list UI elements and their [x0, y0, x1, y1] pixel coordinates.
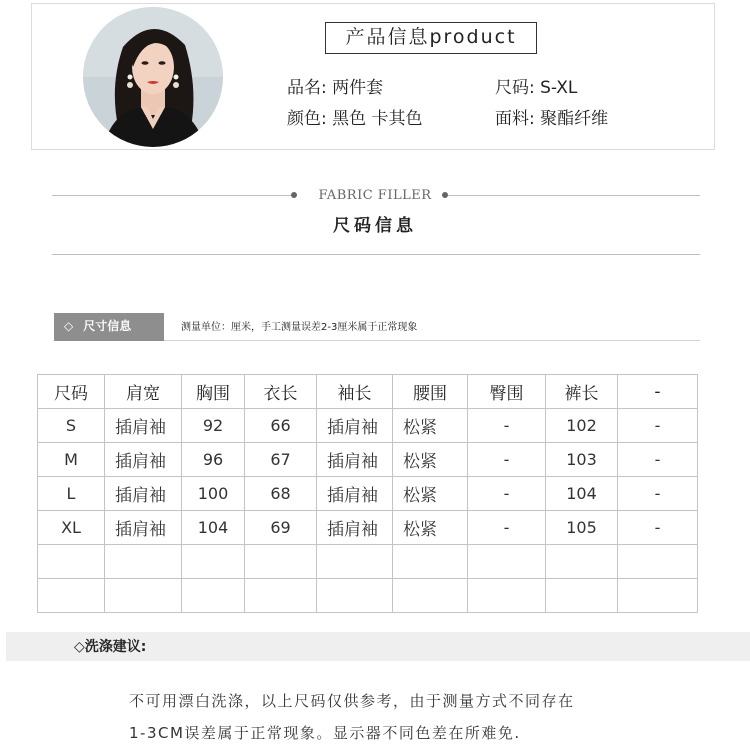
- table-cell: [245, 579, 317, 613]
- product-color-value: 黑色 卡其色: [332, 109, 423, 129]
- table-cell: [546, 579, 618, 613]
- table-cell: 104: [182, 511, 245, 545]
- table-cell: [38, 579, 105, 613]
- table-cell: S: [38, 409, 105, 443]
- header-divider-right: [448, 195, 700, 196]
- table-cell: 100: [182, 477, 245, 511]
- table-cell: 67: [245, 443, 317, 477]
- table-cell: 104: [546, 477, 618, 511]
- table-cell: 插肩袖: [105, 477, 182, 511]
- table-cell: [182, 545, 245, 579]
- table-cell: 插肩袖: [317, 477, 393, 511]
- table-cell: [105, 579, 182, 613]
- table-cell: 松紧: [393, 477, 468, 511]
- product-info-title: 产品信息product: [325, 22, 537, 54]
- table-row: [38, 579, 698, 613]
- table-cell: 103: [546, 443, 618, 477]
- table-cell: 插肩袖: [105, 409, 182, 443]
- diamond-icon: ◇: [64, 319, 74, 333]
- table-cell: 92: [182, 409, 245, 443]
- table-row: [38, 511, 698, 545]
- washing-advice-line-2: 1-3CM误差属于正常现象。显示器不同色差在所难免.: [129, 724, 521, 742]
- header-dot-left: [291, 192, 297, 198]
- header-divider-left: [52, 195, 292, 196]
- table-header-cell: 裤长: [546, 375, 618, 409]
- table-header-cell: 尺码: [38, 375, 105, 409]
- table-cell: -: [618, 409, 698, 443]
- size-info-tag: [54, 313, 164, 341]
- washing-advice-line-1: 不可用漂白洗涤，以上尺码仅供参考，由于测量方式不同存在: [129, 692, 575, 710]
- washing-advice-title: ◇洗涤建议:: [74, 639, 147, 655]
- table-cell: [393, 579, 468, 613]
- product-fabric-value: 聚酯纤维: [540, 109, 609, 129]
- table-cell: -: [618, 511, 698, 545]
- table-header-cell: 腰围: [393, 375, 468, 409]
- table-cell: -: [468, 511, 546, 545]
- size-tag-underline: [164, 340, 700, 341]
- product-name-value: 两件套: [332, 78, 384, 98]
- product-size-value: S-XL: [540, 78, 578, 98]
- table-cell: -: [468, 409, 546, 443]
- product-size-label: 尺码:: [495, 78, 535, 98]
- table-cell: 68: [245, 477, 317, 511]
- table-header-cell: 胸围: [182, 375, 245, 409]
- size-info-heading: 尺码信息: [333, 216, 417, 236]
- table-cell: 105: [546, 511, 618, 545]
- size-info-tag-label: 尺寸信息: [83, 319, 132, 333]
- table-cell: [182, 579, 245, 613]
- table-header-cell: 臀围: [468, 375, 546, 409]
- table-row: [38, 545, 698, 579]
- table-cell: [393, 545, 468, 579]
- model-photo: [83, 7, 223, 147]
- measurement-note: 测量单位：厘米，手工测量误差2-3厘米属于正常现象: [181, 322, 418, 333]
- table-cell: [317, 545, 393, 579]
- product-fabric-row: [495, 109, 608, 129]
- table-cell: -: [468, 477, 546, 511]
- table-cell: 96: [182, 443, 245, 477]
- table-cell: 松紧: [393, 443, 468, 477]
- table-cell: [546, 545, 618, 579]
- table-cell: 插肩袖: [317, 511, 393, 545]
- size-table: [37, 374, 698, 613]
- header-bottom-divider: [52, 254, 700, 255]
- table-header-cell: 袖长: [317, 375, 393, 409]
- table-cell: [468, 579, 546, 613]
- table-cell: M: [38, 443, 105, 477]
- product-fabric-label: 面料:: [495, 109, 535, 129]
- product-name-label: 品名:: [287, 78, 327, 98]
- product-size-row: [495, 78, 577, 98]
- table-cell: XL: [38, 511, 105, 545]
- table-cell: [618, 545, 698, 579]
- table-cell: [38, 545, 105, 579]
- table-row: [38, 409, 698, 443]
- fabric-filler-caption: FABRIC FILLER: [318, 188, 432, 203]
- table-cell: [468, 545, 546, 579]
- table-cell: 插肩袖: [105, 443, 182, 477]
- table-cell: [317, 579, 393, 613]
- table-header-cell: 肩宽: [105, 375, 182, 409]
- table-cell: -: [468, 443, 546, 477]
- table-cell: [105, 545, 182, 579]
- table-header-row: [38, 375, 698, 409]
- table-cell: 插肩袖: [317, 443, 393, 477]
- table-row: [38, 443, 698, 477]
- table-cell: L: [38, 477, 105, 511]
- table-cell: 插肩袖: [317, 409, 393, 443]
- table-cell: 松紧: [393, 511, 468, 545]
- table-cell: [618, 579, 698, 613]
- table-cell: [245, 545, 317, 579]
- product-name-row: [287, 78, 383, 98]
- table-cell: -: [618, 477, 698, 511]
- product-color-row: [287, 109, 423, 129]
- table-row: [38, 477, 698, 511]
- table-cell: 69: [245, 511, 317, 545]
- table-cell: 66: [245, 409, 317, 443]
- product-color-label: 颜色:: [287, 109, 327, 129]
- table-header-cell: 衣长: [245, 375, 317, 409]
- table-cell: 松紧: [393, 409, 468, 443]
- table-header-cell: -: [618, 375, 698, 409]
- table-cell: -: [618, 443, 698, 477]
- table-cell: 插肩袖: [105, 511, 182, 545]
- table-cell: 102: [546, 409, 618, 443]
